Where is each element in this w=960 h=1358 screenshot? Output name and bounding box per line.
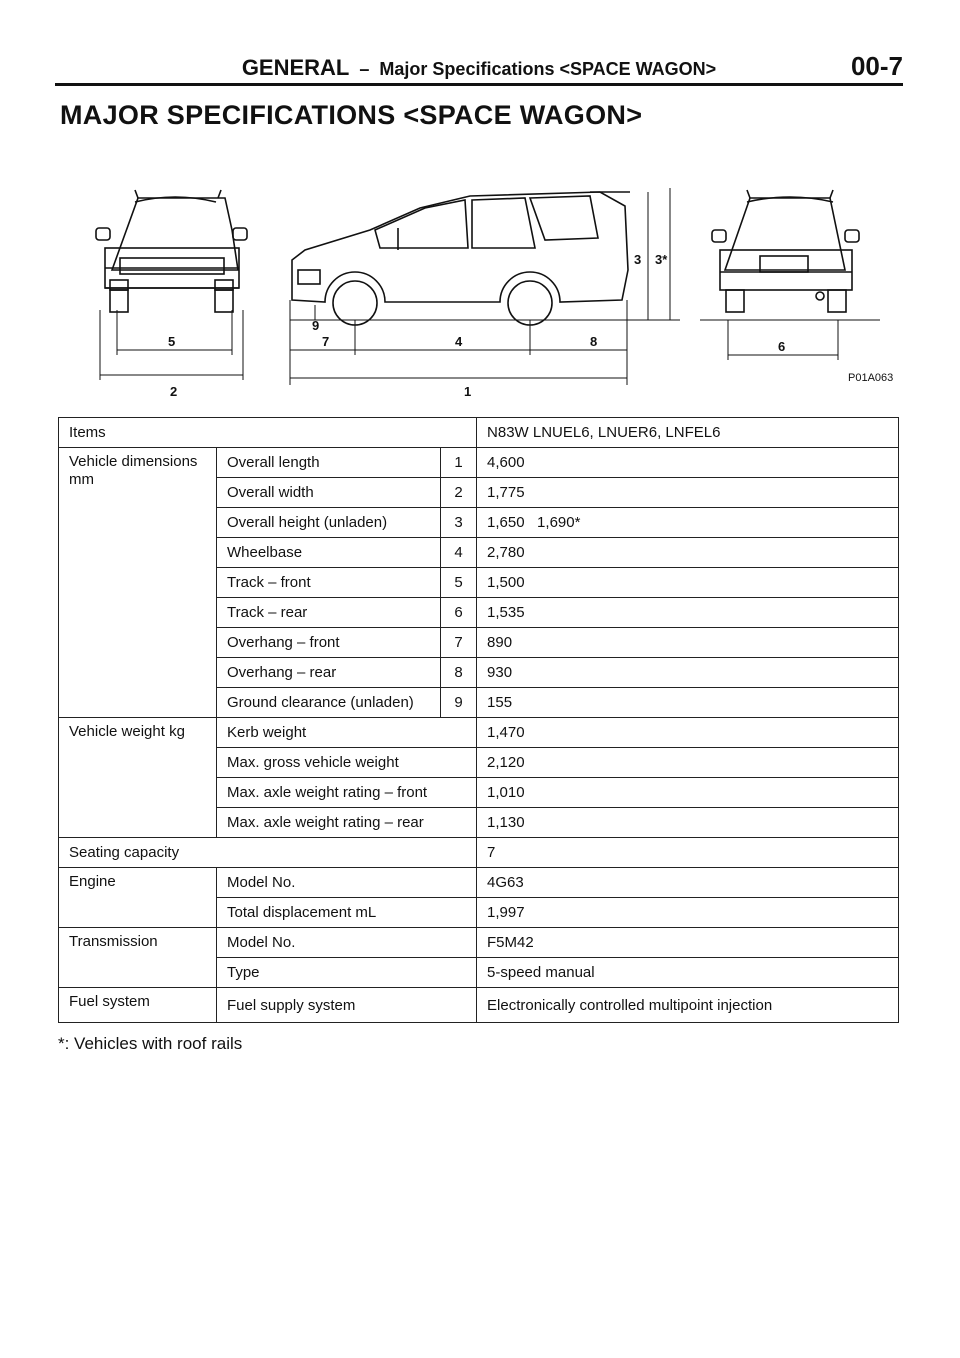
spec-no: 3 — [441, 508, 477, 538]
spec-name: Wheelbase — [217, 538, 441, 568]
spec-value: 1,775 — [477, 478, 899, 508]
spec-value: 1,500 — [477, 568, 899, 598]
page-header — [55, 51, 903, 86]
dim-label-6: 6 — [778, 339, 786, 354]
dim-label-7: 7 — [322, 334, 330, 349]
spec-name: Track – front — [217, 568, 441, 598]
spec-no: 8 — [441, 658, 477, 688]
specifications-table — [58, 417, 899, 1023]
spec-value: 1,650 1,690* — [477, 508, 899, 538]
figure-code: P01A063 — [848, 372, 894, 384]
spec-name: Overhang – front — [217, 628, 441, 658]
spec-value: 1,130 — [477, 808, 899, 838]
spec-no: 1 — [441, 448, 477, 478]
spec-no: 9 — [441, 688, 477, 718]
dimension-labels — [168, 252, 785, 399]
spec-value: 7 — [477, 838, 899, 868]
spec-no: 2 — [441, 478, 477, 508]
model-header: N83W LNUEL6, LNUER6, LNFEL6 — [477, 418, 899, 448]
spec-name: Ground clearance (unladen) — [217, 688, 441, 718]
dim-label-5: 5 — [168, 334, 176, 349]
spec-no: 6 — [441, 598, 477, 628]
seating-label: Seating capacity — [59, 838, 477, 868]
spec-name: Overall length — [217, 448, 441, 478]
table-row — [59, 988, 899, 1023]
spec-value: 2,120 — [477, 748, 899, 778]
spec-value: 5-speed manual — [477, 958, 899, 988]
side-view-drawing — [292, 192, 630, 325]
header-section: GENERAL — [241, 55, 350, 80]
spec-no: 5 — [441, 568, 477, 598]
spec-value: 1,470 — [477, 718, 899, 748]
spec-name: Overall height (unladen) — [217, 508, 441, 538]
rear-view-drawing — [712, 190, 859, 312]
table-row — [59, 928, 899, 958]
spec-no: 7 — [441, 628, 477, 658]
group-unit: mm — [69, 471, 94, 488]
group-label: Vehicle dimensions — [69, 453, 198, 470]
dim-label-8: 8 — [590, 334, 598, 349]
page-number: 00-7 — [850, 51, 903, 81]
spec-name: Track – rear — [217, 598, 441, 628]
spec-value: 155 — [477, 688, 899, 718]
spec-no: 4 — [441, 538, 477, 568]
transmission-group: Transmission — [59, 928, 217, 988]
spec-name: Fuel supply system — [217, 988, 477, 1023]
dim-label-4: 4 — [455, 334, 463, 349]
spec-name: Max. gross vehicle weight — [217, 748, 477, 778]
spec-value: 4G63 — [477, 868, 899, 898]
table-row — [59, 448, 899, 478]
table-row — [59, 838, 899, 868]
vehicle-weight-group: Vehicle weight kg — [59, 718, 217, 838]
spec-name: Max. axle weight rating – front — [217, 778, 477, 808]
spec-value: Electronically controlled multipoint injection — [477, 988, 899, 1023]
front-view-drawing — [96, 190, 247, 312]
spec-name: Model No. — [217, 928, 477, 958]
spec-name: Total displacement mL — [217, 898, 477, 928]
dim-label-9: 9 — [312, 318, 320, 333]
spec-value: 4,600 — [477, 448, 899, 478]
dimension-lines — [100, 188, 880, 385]
header-center — [55, 55, 903, 81]
spec-value: 1,997 — [477, 898, 899, 928]
page-title: MAJOR SPECIFICATIONS <SPACE WAGON> — [60, 100, 643, 130]
spec-name: Max. axle weight rating – rear — [217, 808, 477, 838]
fuel-group: Fuel system — [59, 988, 217, 1023]
dim-label-1: 1 — [464, 384, 472, 399]
spec-name: Kerb weight — [217, 718, 477, 748]
table-row — [59, 868, 899, 898]
spec-value: F5M42 — [477, 928, 899, 958]
dim-label-2: 2 — [170, 384, 178, 399]
engine-group: Engine — [59, 868, 217, 928]
table-row — [59, 718, 899, 748]
spec-name: Type — [217, 958, 477, 988]
dim-label-3: 3 — [634, 252, 642, 267]
table-row — [59, 418, 899, 448]
spec-name: Overhang – rear — [217, 658, 441, 688]
spec-value: 930 — [477, 658, 899, 688]
items-header: Items — [59, 418, 477, 448]
spec-value: 1,535 — [477, 598, 899, 628]
vehicle-dimensions-figure — [0, 170, 960, 400]
dim-label-3-star: 3* — [655, 252, 668, 267]
footnote: *: Vehicles with roof rails — [58, 1034, 243, 1053]
header-subtitle: Major Specifications <SPACE WAGON> — [379, 59, 717, 79]
vehicle-dimensions-group — [59, 448, 217, 718]
spec-value: 2,780 — [477, 538, 899, 568]
spec-value: 890 — [477, 628, 899, 658]
header-dash: – — [359, 59, 370, 79]
spec-name: Model No. — [217, 868, 477, 898]
spec-value: 1,010 — [477, 778, 899, 808]
spec-name: Overall width — [217, 478, 441, 508]
